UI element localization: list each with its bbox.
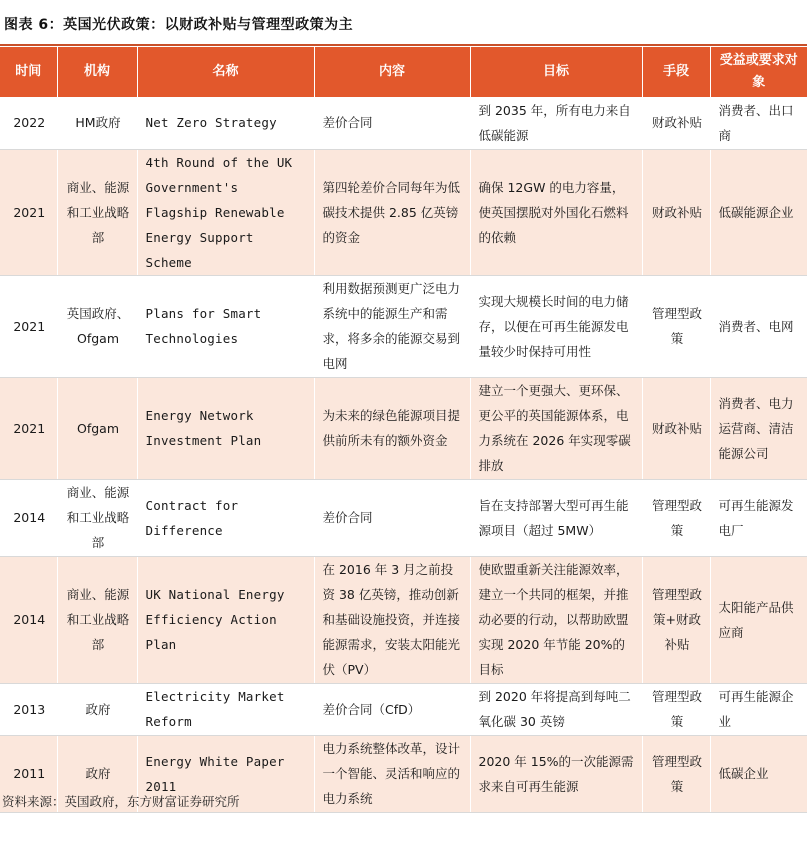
header-name: 名称 (137, 47, 314, 97)
cell-beneficiary: 消费者、电力运营商、清洁能源公司 (710, 377, 807, 479)
cell-org: Ofgam (57, 377, 137, 479)
policy-table (0, 47, 807, 813)
cell-goal: 到 2035 年，所有电力来自低碳能源 (470, 97, 642, 149)
table-row (0, 377, 807, 479)
cell-content: 在 2016 年 3 月之前投资 38 亿英镑，推动创新和基础设施投资，并连接能源需求，安装太阳能光伏（PV） (314, 556, 470, 683)
cell-beneficiary: 消费者、出口商 (710, 97, 807, 149)
cell-goal: 实现大规模长时间的电力储存，以便在可再生能源发电量较少时保持可用性 (470, 275, 642, 377)
header-beneficiary: 受益或要求对象 (710, 47, 807, 97)
cell-org: 英国政府、Ofgam (57, 275, 137, 377)
cell-content: 为未来的绿色能源项目提供前所未有的额外资金 (314, 377, 470, 479)
table-row (0, 683, 807, 735)
cell-goal: 旨在支持部署大型可再生能源项目（超过 5MW） (470, 479, 642, 556)
cell-means: 财政补贴 (642, 149, 710, 275)
cell-goal: 建立一个更强大、更环保、更公平的英国能源体系，电力系统在 2026 年实现零碳排放 (470, 377, 642, 479)
table-row (0, 275, 807, 377)
header-row (0, 47, 807, 97)
cell-content: 差价合同（CfD） (314, 683, 470, 735)
cell-content: 差价合同 (314, 97, 470, 149)
cell-goal: 到 2020 年将提高到每吨二氧化碳 30 英镑 (470, 683, 642, 735)
cell-beneficiary: 消费者、电网 (710, 275, 807, 377)
header-org: 机构 (57, 47, 137, 97)
header-means: 手段 (642, 47, 710, 97)
cell-means: 管理型政策+财政补贴 (642, 556, 710, 683)
cell-beneficiary: 可再生能源发电厂 (710, 479, 807, 556)
cell-name: Electricity Market Reform (137, 683, 314, 735)
cell-name: Energy Network Investment Plan (137, 377, 314, 479)
cell-content: 差价合同 (314, 479, 470, 556)
cell-goal: 使欧盟重新关注能源效率，建立一个共同的框架，并推动必要的行动，以帮助欧盟实现 2020 年节能 20%的目标 (470, 556, 642, 683)
cell-means: 管理型政策 (642, 683, 710, 735)
cell-beneficiary: 低碳能源企业 (710, 149, 807, 275)
title-rule (0, 44, 807, 46)
cell-year: 2022 (0, 97, 57, 149)
source-note: 资料来源：英国政府，东方财富证券研究所 (2, 794, 240, 809)
cell-content: 利用数据预测更广泛电力系统中的能源生产和需求，将多余的能源交易到电网 (314, 275, 470, 377)
cell-means: 管理型政策 (642, 479, 710, 556)
cell-org: HM政府 (57, 97, 137, 149)
cell-name: 4th Round of the UK Government's Flagship Renewable Energy Support Scheme (137, 149, 314, 275)
cell-org: 政府 (57, 683, 137, 735)
header-goal: 目标 (470, 47, 642, 97)
cell-name: UK National Energy Efficiency Action Plan (137, 556, 314, 683)
cell-beneficiary: 低碳企业 (710, 735, 807, 812)
header-year: 时间 (0, 47, 57, 97)
cell-means: 管理型政策 (642, 275, 710, 377)
cell-year: 2021 (0, 275, 57, 377)
table-row (0, 149, 807, 275)
table-row (0, 556, 807, 683)
cell-year: 2013 (0, 683, 57, 735)
table-row (0, 97, 807, 149)
cell-goal: 2020 年 15%的一次能源需求来自可再生能源 (470, 735, 642, 812)
cell-org: 商业、能源和工业战略部 (57, 479, 137, 556)
figure-title: 图表 6：英国光伏政策：以财政补贴与管理型政策为主 (4, 17, 354, 33)
cell-name: Plans for Smart Technologies (137, 275, 314, 377)
cell-org: 商业、能源和工业战略部 (57, 556, 137, 683)
cell-beneficiary: 太阳能产品供应商 (710, 556, 807, 683)
cell-content: 电力系统整体改革，设计一个智能、灵活和响应的电力系统 (314, 735, 470, 812)
cell-year: 2014 (0, 556, 57, 683)
cell-name: Contract for Difference (137, 479, 314, 556)
cell-means: 管理型政策 (642, 735, 710, 812)
table-row (0, 479, 807, 556)
cell-means: 财政补贴 (642, 97, 710, 149)
cell-goal: 确保 12GW 的电力容量，使英国摆脱对外国化石燃料的依赖 (470, 149, 642, 275)
cell-content: 第四轮差价合同每年为低碳技术提供 2.85 亿英镑的资金 (314, 149, 470, 275)
cell-name: Net Zero Strategy (137, 97, 314, 149)
cell-name: Energy White Paper 2011 (137, 735, 314, 812)
cell-beneficiary: 可再生能源企业 (710, 683, 807, 735)
cell-means: 财政补贴 (642, 377, 710, 479)
cell-org: 政府 (57, 735, 137, 812)
cell-year: 2021 (0, 377, 57, 479)
cell-year: 2011 (0, 735, 57, 812)
cell-year: 2021 (0, 149, 57, 275)
header-content: 内容 (314, 47, 470, 97)
cell-org: 商业、能源和工业战略部 (57, 149, 137, 275)
cell-year: 2014 (0, 479, 57, 556)
